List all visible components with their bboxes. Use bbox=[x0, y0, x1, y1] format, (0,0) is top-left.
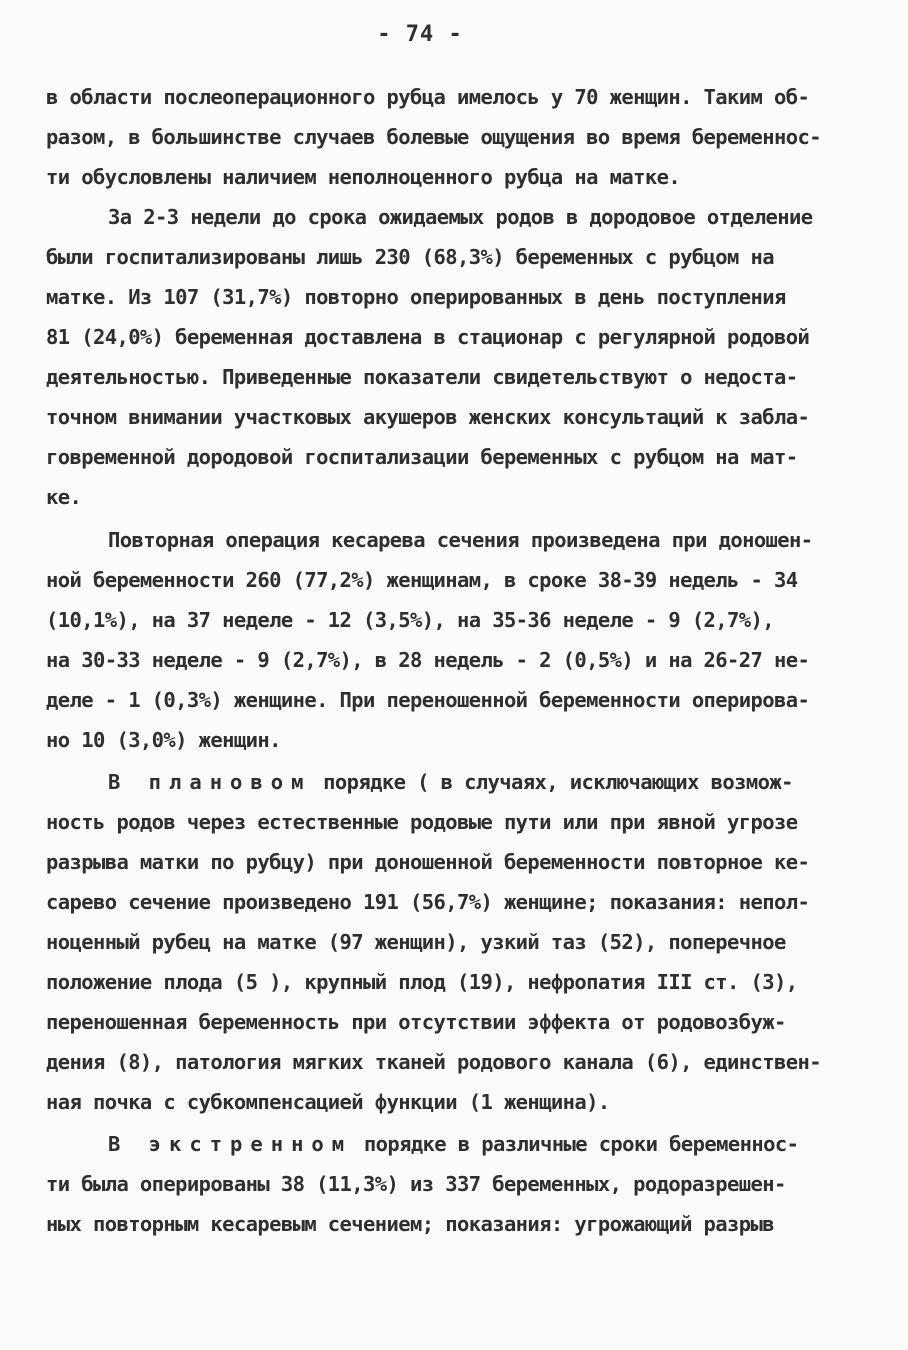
text-line-21 bbox=[46, 882, 846, 922]
text-line-24 bbox=[46, 1002, 846, 1042]
line-text: говременной дородовой госпитализации беременных с рубцом на мат- bbox=[46, 445, 798, 469]
line-text: разрыва матки по рубцу) при доношенной беременности повторное ке- bbox=[46, 850, 810, 874]
line-text: точном внимании участковых акушеров женских консультаций к забла- bbox=[46, 405, 810, 429]
line-text: порядке в различные сроки беременнос- bbox=[352, 1132, 799, 1156]
line-text: ной беременности 260 (77,2%) женщинам, в сроке 38-39 недель - 34 bbox=[46, 568, 798, 592]
text-line-1 bbox=[46, 77, 846, 117]
text-line-26 bbox=[46, 1082, 846, 1122]
line-text: ти обусловлены наличием неполноценного рубца на матке. bbox=[46, 165, 681, 189]
text-line-9 bbox=[46, 397, 846, 437]
line-text: деятельностью. Приведенные показатели свидетельствуют о недоста- bbox=[46, 365, 798, 389]
text-line-17 bbox=[46, 720, 846, 760]
line-text: ных повторным кесаревым сечением; показания: угрожающий разрыв bbox=[46, 1212, 775, 1236]
text-line-18 bbox=[108, 762, 846, 802]
line-text: ность родов через естественные родовые пути или при явной угрозе bbox=[46, 810, 798, 834]
line-text: матке. Из 107 (31,7%) повторно оперированных в день поступления bbox=[46, 285, 786, 309]
text-line-14 bbox=[46, 600, 846, 640]
line-text: деле - 1 (0,3%) женщине. При переношенной беременности оперирова- bbox=[46, 688, 810, 712]
text-line-2 bbox=[46, 117, 846, 157]
line-text: на 30-33 неделе - 9 (2,7%), в 28 недель - 2 (0,5%) и на 26-27 не- bbox=[46, 648, 810, 672]
line-text: переношенная беременность при отсутствии эффекта от родовозбуж- bbox=[46, 1010, 786, 1034]
text-line-23 bbox=[46, 962, 846, 1002]
line-text: положение плода (5 ), крупный плод (19), нефропатия III ст. (3), bbox=[46, 970, 798, 994]
text-line-28 bbox=[46, 1164, 846, 1204]
text-line-22 bbox=[46, 922, 846, 962]
line-text: 81 (24,0%) беременная доставлена в стационар с регулярной родовой bbox=[46, 325, 810, 349]
text-line-15 bbox=[46, 640, 846, 680]
text-line-6 bbox=[46, 277, 846, 317]
text-line-5 bbox=[46, 237, 846, 277]
line-text: Повторная операция кесарева сечения произведена при доношен- bbox=[108, 528, 813, 552]
text-line-29 bbox=[46, 1204, 846, 1244]
line-text: ке. bbox=[46, 485, 82, 509]
line-text: в области послеоперационного рубца имелось у 70 женщин. Таким об- bbox=[46, 85, 810, 109]
text-line-13 bbox=[46, 560, 846, 600]
text-line-20 bbox=[46, 842, 846, 882]
line-text: ти была оперированы 38 (11,3%) из 337 беременных, родоразрешен- bbox=[46, 1172, 786, 1196]
line-text: ная почка с субкомпенсацией функции (1 женщина). bbox=[46, 1090, 610, 1114]
page-number: - 74 - bbox=[377, 22, 463, 47]
line-text: но 10 (3,0%) женщин. bbox=[46, 728, 281, 752]
text-line-7 bbox=[46, 317, 846, 357]
line-text: были госпитализированы лишь 230 (68,3%) беременных с рубцом на bbox=[46, 245, 775, 269]
text-line-8 bbox=[46, 357, 846, 397]
text-line-3 bbox=[46, 157, 846, 197]
line-text: разом, в большинстве случаев болевые ощущения во время беременнос- bbox=[46, 125, 821, 149]
line-text: За 2-3 недели до срока ожидаемых родов в дородовое отделение bbox=[108, 205, 813, 229]
text-line-19 bbox=[46, 802, 846, 842]
line-text: сарево сечение произведено 191 (56,7%) женщине; показания: непол- bbox=[46, 890, 810, 914]
text-line-4 bbox=[108, 197, 846, 237]
text-line-11 bbox=[46, 477, 846, 517]
line-text: ноценный рубец на матке (97 женщин), узкий таз (52), поперечное bbox=[46, 930, 786, 954]
text-line-10 bbox=[46, 437, 846, 477]
line-text: дения (8), патология мягких тканей родового канала (6), единствен- bbox=[46, 1050, 821, 1074]
line-text: порядке ( в случаях, исключающих возмож- bbox=[311, 770, 793, 794]
line-text: (10,1%), на 37 неделе - 12 (3,5%), на 35-36 неделе - 9 (2,7%), bbox=[46, 608, 775, 632]
text-line-25 bbox=[46, 1042, 846, 1082]
emphasis-text: В плановом bbox=[108, 770, 312, 794]
text-line-27 bbox=[108, 1124, 846, 1164]
text-line-12 bbox=[108, 520, 846, 560]
text-line-16 bbox=[46, 680, 846, 720]
emphasis-text: В экстренном bbox=[108, 1132, 353, 1156]
